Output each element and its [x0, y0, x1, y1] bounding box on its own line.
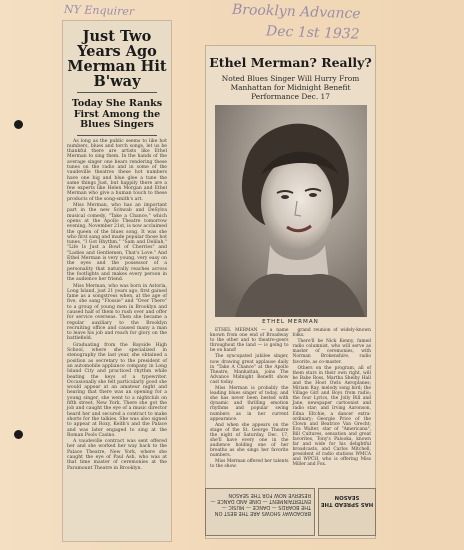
portrait-illustration	[215, 105, 367, 317]
article-paragraph: ETHEL MERMAN — a name known from one end of Broadway to the other and to theatre-goers throughout the land — is going to be on hand!	[210, 328, 289, 354]
article-paragraph: Miss Merman offered her talents to the show.	[210, 459, 289, 470]
article-paragraph: As long as the public seems to like hot numbers, blues and torch songs, let us be thankful there are artists like Ethel Merman to sing them. In the hands of the average singer one hears rendering these tunes on the radio and in some of the vaudeville theatres these hot numbers have one big and blue glee a tune the same things Just, but happily there are a few experts like Helen Morgan and Ethel Merman who give a human touch to these products of the song-smith's art.	[67, 138, 167, 202]
right-headline: Ethel Merman? Really?	[209, 55, 372, 70]
binder-hole	[14, 430, 23, 439]
article-column	[293, 328, 372, 471]
advertisement-strip	[205, 488, 315, 536]
right-news-clipping	[205, 45, 376, 539]
handwritten-source-note: NY Enquirer	[63, 2, 135, 19]
article-paragraph: A vaudeville contract was sent offered her and she worked her way back to the Palace Theatre, New York, where she caught the eye of Paul Ash, who was at that time master of ceremonies at the Paramount Theatre in Brooklyn.	[67, 439, 167, 471]
article-paragraph: grand reunion of widely-known folks.	[292, 328, 371, 339]
advertisement-text: BROADWAY SHOWS ARE THE BEST ON THE BOARDS — DANCE — MUSIC — ENTERTAINMENT — DINE AND DANCE — RESERVE NOW FOR THE SEASON	[210, 492, 311, 516]
right-article-columns	[210, 328, 371, 471]
article-column	[210, 328, 289, 471]
article-paragraph: Miss Merman is probably the leading blues singer of today, and she has never been bested with dynamic and thrilling emotion rhythms and popular swing numbers as in her current appearance.	[210, 386, 289, 422]
advertisement-box-text: HAS SPREAD THE SEASON	[320, 494, 374, 507]
advertisement-box	[318, 488, 376, 536]
left-article-body	[67, 139, 167, 471]
article-paragraph: There'll be Nick Kenny, famed radio columnist, who will serve as master of ceremonies, with Norman Brokenshire, radio favorite, as co-master.	[292, 339, 371, 365]
handwritten-date-note: Dec 1st 1932	[265, 23, 360, 43]
left-headline: Just Two Years Ago Merman Hit B'way	[67, 28, 167, 90]
headline-rule	[77, 92, 157, 93]
subhead-rule	[77, 135, 157, 136]
handwritten-publication-note: Brooklyn Advance	[231, 1, 361, 23]
article-paragraph: Miss Merman, who has an important part in the new Schwab and DeSylva musical comedy, "Take a Chance," which opens at the Apollo Theatre tomorrow evening, November 21st, is now acclaimed the queen of the blues song. It was she who first sang and made popular those hot tunes, "I Got Rhythm," "Sam and Delilah," "Life Is Just a Bowl of Cherries" and "Ladies and Gentlemen, That's Love." And Ethel Merman is very young, very easy on the eyes and the possessor of a personality that naturally reaches across the footlights and makes every person in the audience her friend.	[67, 203, 167, 283]
left-news-clipping	[62, 20, 172, 542]
article-paragraph: Miss Merman, who was born in Astoria, Long Island, just 21 years ago, first gained fame as a songstress when, at the age of five, she sang "Flossie" and "Over There" to a group of young men in Brooklyn and caused half of them to rush over and offer for service overseas. Then she became a regular auxiliary to the Brooklyn recruiting office and caused many a man to leave his job and reach for glory on the battlefield.	[67, 283, 167, 342]
article-paragraph: And when she appears on the stage of the St. George Theatre the night of Saturday, Dec. 17, she'll have every one in the audience holding one of her breaths as she sings her favorite numbers.	[210, 422, 289, 459]
photo-caption: ETHEL MERMAN	[262, 319, 319, 325]
article-paragraph: Graduating from the Bayside High School, where she specialized in stenography the last year, she obtained a position as secretary to the president of an automobile appliance company in Long Island City and practiced rhythm while beating the keys of a typewriter. Occasionally she felt particularly good she would appear at an amateur night and hearing that there was an opening for a young singer, she went to a nightclub on fifth street, New York. There she got the job and caught the eye of a music director heard her and secured a contract to make shorts for the talkies. She was also signed to appear at Roxy, Keith's and the Palace and was later engaged to sing at the Roman Pools Casino.	[67, 342, 167, 438]
right-subhead: Noted Blues Singer Will Hurry From Manhattan for Midnight Benefit Performance Dec. 17	[221, 74, 360, 101]
article-paragraph: The syncopated jubilee singer, now drawing great applause daily in "Take A Chance" at the Apollo Theatre, Manhattan, joins The Advance Midnight Benefit show cast today.	[210, 354, 289, 385]
portrait-photo	[215, 105, 367, 317]
article-paragraph: Others on the program, all of them stars in their own right, will be Babe Ross, Martha Shelby Hall and the Hoot Owls Aeroplanes; Miriam Ray, melody song bird; the Village Girl and Boys from radio; the four Lyrics, the Jolly Bill and Jane, newspaper cartoonist and radio star; and Irving Aaronson, Edna Eltchie, a dancer extra-ordinary; Georgie Price of the Clown and Beatrice Van Grecht; Eva Walter, star of "Americana", Bill Cultures, sensation and great favorites, Tony's Palooka, known far and wide for his delightful broadcasts, and Carlos Mitchell, president of radio stations WMCA and WPCH, who is offering Miss Miller and Fox.	[292, 365, 371, 468]
binder-hole	[14, 120, 23, 129]
left-subhead: Today She Ranks First Among the Blues Singers	[71, 98, 163, 130]
